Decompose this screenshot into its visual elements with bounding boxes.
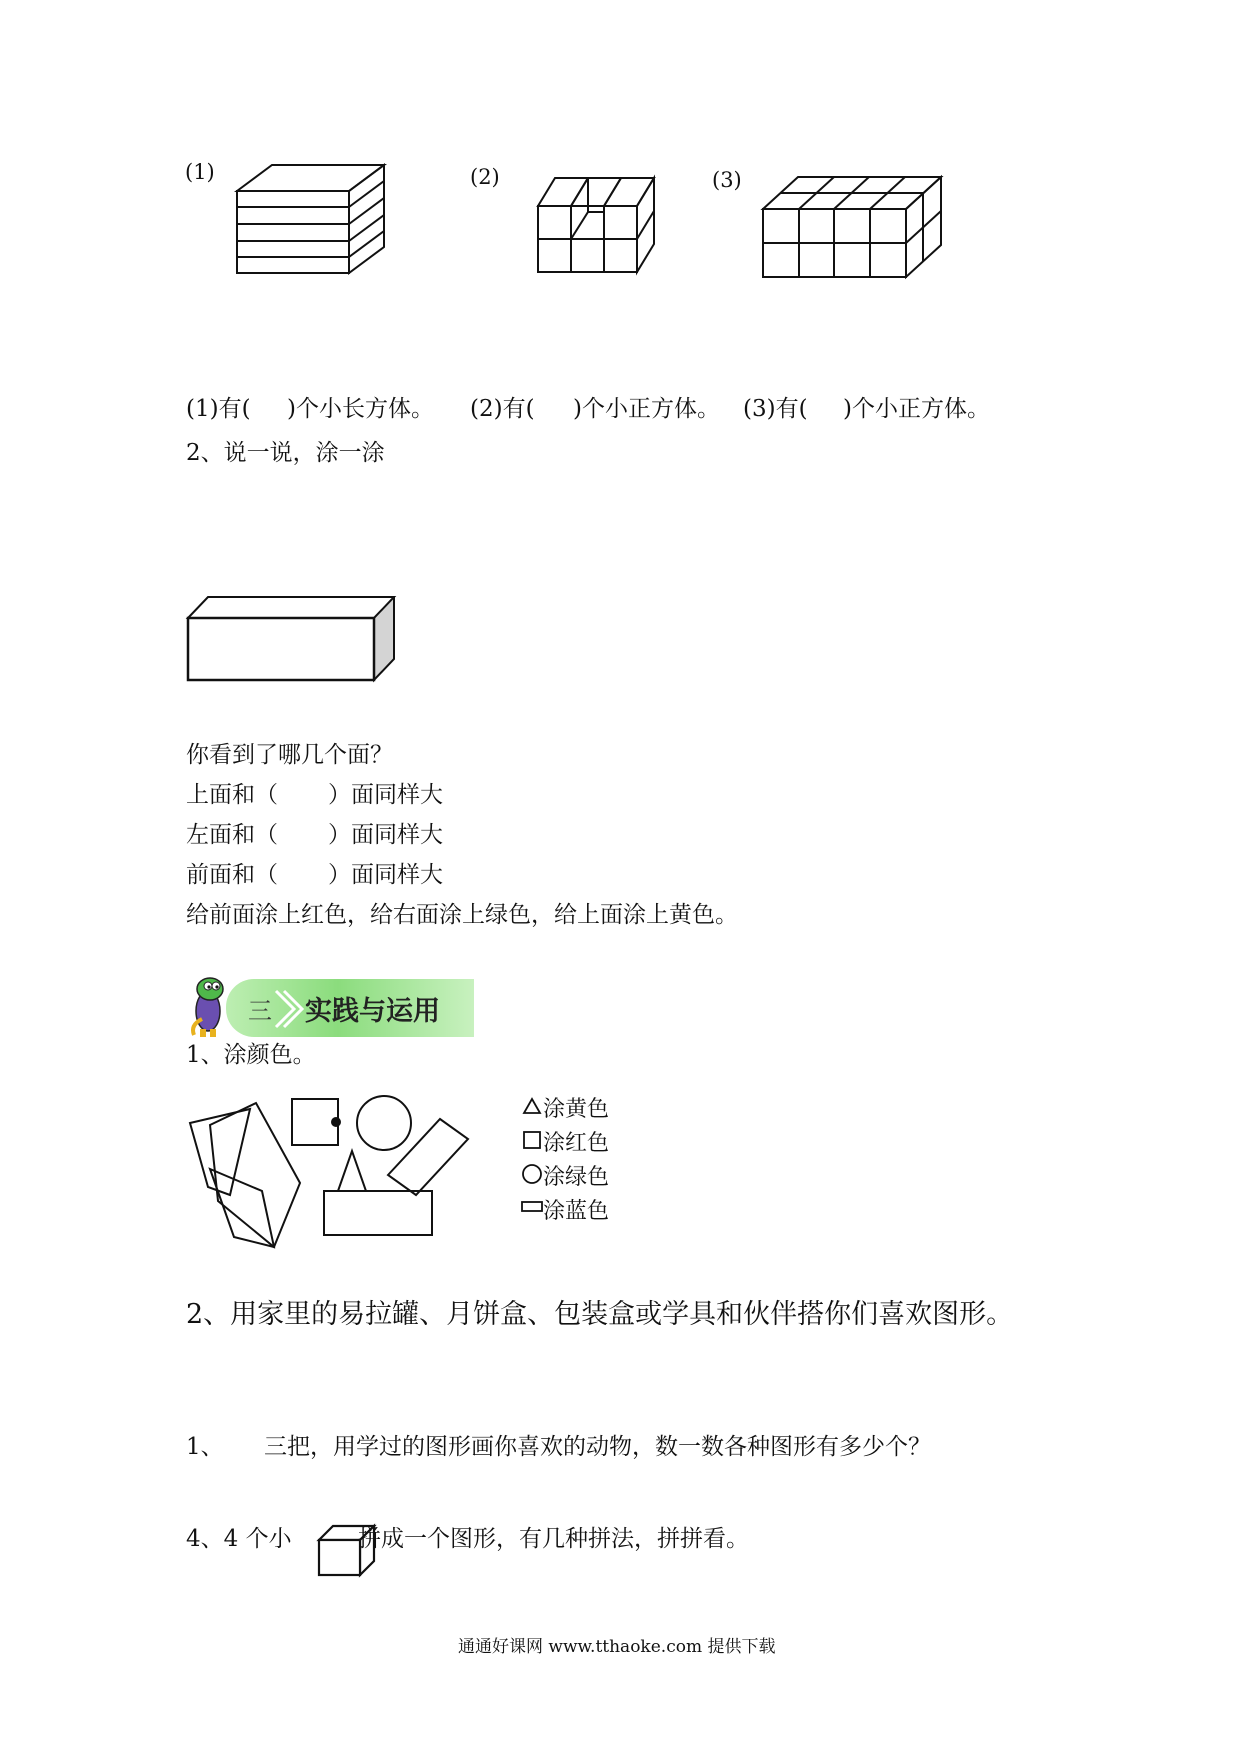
- triangle-icon: [522, 1097, 542, 1115]
- stacked-cuboids-figure: [232, 163, 392, 283]
- mascot-icon: [184, 973, 232, 1039]
- circle-icon: [521, 1163, 543, 1185]
- q2-question: 你看到了哪几个面？: [186, 742, 393, 768]
- q1-part1-end: )个小长方体。: [287, 396, 434, 422]
- figure-label-2: (2): [470, 165, 500, 189]
- legend-text-3: 涂绿色: [543, 1165, 610, 1190]
- q2-line2-a: 左面和（: [186, 822, 278, 848]
- q2-line3-b: ）面同样大: [328, 862, 443, 888]
- q2-instruction: 给前面涂上红色，给右面涂上绿色，给上面涂上黄色。: [186, 902, 738, 928]
- practice3-num: 1、: [186, 1434, 224, 1460]
- chevron-decor-icon: [272, 989, 302, 1029]
- practice1-title: 1、涂颜色。: [186, 1042, 316, 1068]
- cube-arrangement-figure: [533, 172, 683, 282]
- q2-line2-b: ）面同样大: [328, 822, 443, 848]
- section-banner: [190, 975, 475, 1041]
- q1-part3-end: )个小正方体。: [843, 396, 990, 422]
- practice3-text: 三把，用学过的图形画你喜欢的动物，数一数各种图形有多少个？: [264, 1434, 931, 1460]
- rectangle-icon: [520, 1200, 544, 1214]
- shapes-coloring-figure: [188, 1087, 478, 1262]
- cuboid-figure: [184, 594, 404, 694]
- section-number: 三: [248, 997, 272, 1025]
- practice4-suffix: 拼成一个图形，有几种拼法，拼拼看。: [358, 1526, 749, 1552]
- footer-text: 通通好课网 www.tthaoke.com 提供下载: [458, 1637, 776, 1657]
- legend-text-4: 涂蓝色: [543, 1199, 610, 1224]
- q1-part1: (1)有(: [186, 396, 251, 422]
- q2-line3-a: 前面和（: [186, 862, 278, 888]
- cube-block-figure: [758, 175, 958, 285]
- q2-line1-a: 上面和（: [186, 782, 278, 808]
- q1-part2: (2)有(: [470, 396, 535, 422]
- figure-label-1: (1): [185, 160, 215, 184]
- figure-label-3: (3): [712, 168, 742, 192]
- legend-text-2: 涂红色: [543, 1131, 610, 1156]
- section-title: 实践与运用: [305, 996, 440, 1027]
- legend-text-1: 涂黄色: [543, 1097, 610, 1122]
- practice4-prefix: 4、4 个小: [186, 1526, 292, 1552]
- q2-title: 2、说一说，涂一涂: [186, 440, 385, 466]
- q1-part2-end: )个小正方体。: [573, 396, 720, 422]
- square-icon: [522, 1130, 542, 1150]
- q1-part3: (3)有(: [743, 396, 808, 422]
- practice2-text: 2、用家里的易拉罐、月饼盒、包装盒或学具和伙伴搭你们喜欢图形。: [186, 1299, 1014, 1330]
- q2-line1-b: ）面同样大: [328, 782, 443, 808]
